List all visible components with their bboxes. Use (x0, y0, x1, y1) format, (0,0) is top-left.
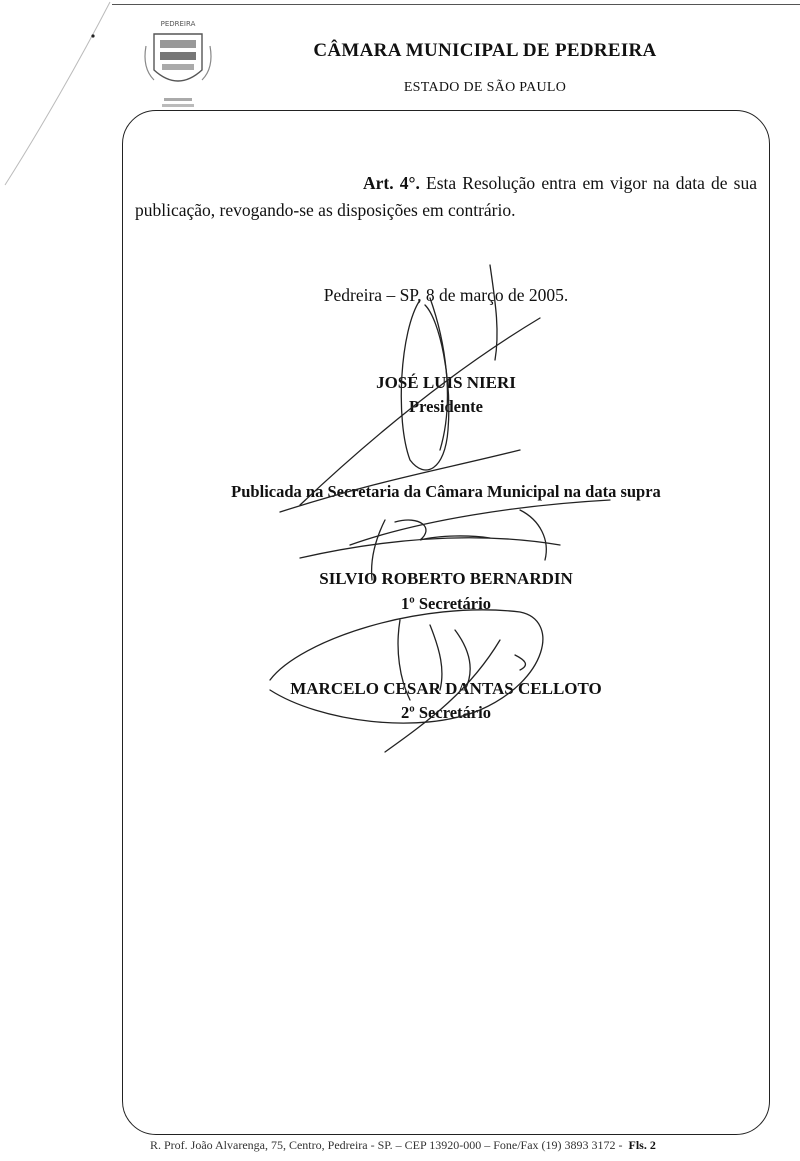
footer-address (150, 1138, 750, 1153)
city-crest-logo (140, 18, 216, 110)
article-paragraph (135, 170, 757, 225)
article-label: Art. 4°. (363, 173, 420, 193)
page-number: Fls. 2 (628, 1138, 656, 1152)
signatory-role-president: Presidente (409, 397, 483, 416)
article-text: Esta Resolução entra em vigor na data de sua publicação, revogando-se as disposições em contrário. (135, 173, 757, 221)
footer-address-text: R. Prof. João Alvarenga, 75, Centro, Pedreira - SP. – CEP 13920-000 – Fone/Fax (19) 3893 3172 - (150, 1138, 623, 1152)
institution-title: CÂMARA MUNICIPAL DE PEDREIRA (313, 40, 657, 61)
scan-top-edge (112, 4, 800, 5)
svg-text:PEDREIRA: PEDREIRA (160, 20, 196, 28)
place-date: Pedreira – SP, 8 de março de 2005. (323, 285, 569, 305)
scan-corner-artifact (0, 0, 120, 200)
signatory-name-second-secretary: MARCELO CESAR DANTAS CELLOTO (290, 679, 602, 698)
signatory-role-first-secretary: 1º Secretário (401, 594, 491, 613)
publication-note: Publicada na Secretaria da Câmara Municipal na data supra (231, 482, 661, 501)
signatory-name-first-secretary: SILVIO ROBERTO BERNARDIN (319, 569, 573, 588)
institution-subtitle: ESTADO DE SÃO PAULO (403, 80, 567, 95)
signatory-name-president: JOSÉ LUIS NIERI (376, 373, 516, 392)
page-border-frame (122, 110, 770, 1135)
signatory-role-second-secretary: 2º Secretário (401, 703, 491, 722)
